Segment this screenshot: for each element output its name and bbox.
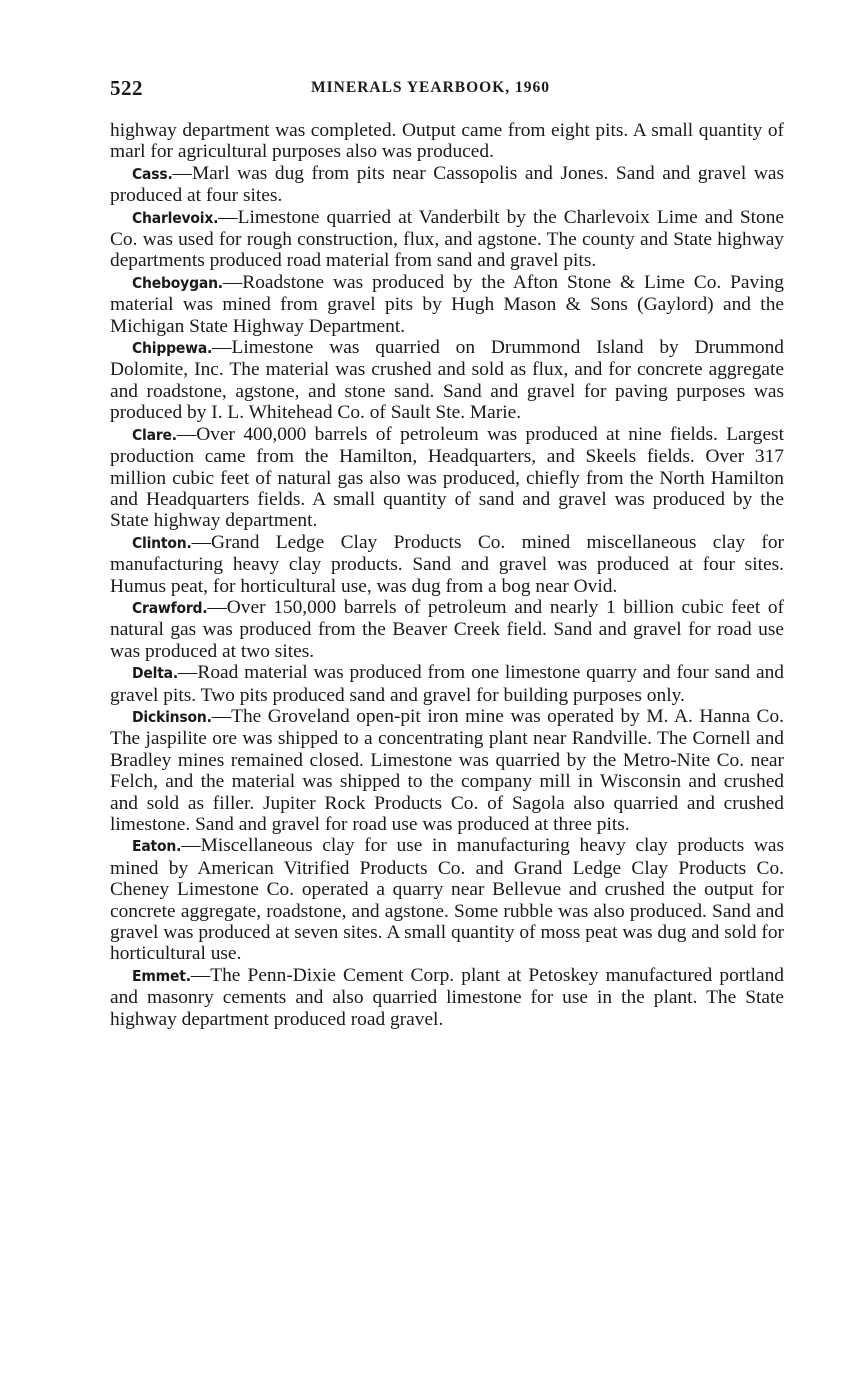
paragraph-eaton	[110, 835, 784, 964]
paragraph-emmet	[110, 965, 784, 1030]
page-number: 522	[110, 76, 143, 100]
paragraph-text: —Limestone quarried at Vanderbilt by the Charlevoix Lime and Stone Co. was used for rough construction, flux, and agstone. The county and State highway departments produced road material from sand and gravel pits.	[110, 206, 784, 272]
paragraph-text: —The Penn-Dixie Cement Corp. plant at Petoskey manufactured portland and masonry cements and also quarried limestone for use in the plant. The State highway department produced road gravel.	[110, 964, 784, 1030]
paragraph-text: —Over 400,000 barrels of petroleum was produced at nine fields. Largest production came from the Hamilton, Headquarters, and Skeels fields. Over 317 million cubic feet of natural gas also was produced, chiefly from the North Hamilton and Headquarters fields. A small quantity of sand and gravel was produced by the State highway department.	[110, 423, 784, 532]
county-heading: Dickinson.	[132, 707, 212, 726]
paragraph-cass	[110, 163, 784, 207]
county-heading: Charlevoix.	[132, 208, 219, 227]
paragraph-text: highway department was completed. Output came from eight pits. A small quantity of marl for agricultural purposes also was produced.	[110, 120, 784, 163]
paragraph-crawford	[110, 597, 784, 662]
paragraph-charlevoix	[110, 207, 784, 272]
county-heading: Emmet.	[132, 966, 191, 985]
paragraph-text: —Grand Ledge Clay Products Co. mined miscellaneous clay for manufacturing heavy clay products. Sand and gravel was produced at four sites. Humus peat, for horticultural use, was dug from a bog near Ovid.	[110, 531, 784, 597]
county-heading: Clinton.	[132, 533, 192, 552]
paragraph-clare	[110, 424, 784, 532]
paragraph-clinton	[110, 532, 784, 597]
body-text	[110, 120, 784, 1030]
paragraph-chippewa	[110, 337, 784, 424]
running-head-title: MINERALS YEARBOOK, 1960	[311, 79, 551, 96]
county-heading: Cheboygan.	[132, 273, 223, 292]
book-page	[110, 76, 784, 1030]
paragraph-cheboygan	[110, 272, 784, 337]
paragraph-delta	[110, 662, 784, 706]
county-heading: Chippewa.	[132, 339, 213, 358]
county-heading: Clare.	[132, 425, 177, 444]
paragraph-text: —Limestone was quarried on Drummond Island by Drummond Dolomite, Inc. The material was crushed and sold as flux, and for concrete aggregate and roadstone, agstone, and stone sand. Sand and gravel for paving purposes was produced by I. L. Whitehead Co. of Sault Ste. Marie.	[110, 337, 784, 424]
running-head	[110, 76, 784, 104]
paragraph-text: —Over 150,000 barrels of petroleum and nearly 1 billion cubic feet of natural gas was produced from the Beaver Creek field. Sand and gravel for road use was produced at two sites.	[110, 596, 784, 662]
county-heading: Eaton.	[132, 837, 182, 856]
paragraph-text: —Roadstone was produced by the Afton Stone & Lime Co. Paving material was mined from gravel pits by Hugh Mason & Sons (Gaylord) and the Michigan State Highway Department.	[110, 271, 784, 337]
paragraph-text: —The Groveland open-pit iron mine was operated by M. A. Hanna Co. The jaspilite ore was shipped to a concentrating plant near Randville. The Cornell and Bradley mines remained closed. Limestone was quarried by the Metro-Nite Co. near Felch, and the material was shipped to the company mill in Wisconsin and crushed and sold as filler. Jupiter Rock Products Co. of Sagola also quarried and crushed limestone. Sand and gravel for road use was produced at three pits.	[110, 705, 784, 835]
paragraph-text: —Marl was dug from pits near Cassopolis and Jones. Sand and gravel was produced at four sites.	[110, 162, 784, 207]
paragraph-continuation	[110, 120, 784, 163]
county-heading: Cass.	[132, 164, 173, 183]
county-heading: Delta.	[132, 664, 178, 683]
paragraph-text: —Miscellaneous clay for use in manufacturing heavy clay products was mined by American Vitrified Products Co. and Grand Ledge Clay Products Co. Cheney Limestone Co. operated a quarry near Bellevue and crushed the output for concrete aggregate, roadstone, and agstone. Some rubble was also produced. Sand and gravel was produced at seven sites. A small quantity of moss peat was dug and sold for horticultural use.	[110, 835, 784, 965]
county-heading: Crawford.	[132, 598, 208, 617]
paragraph-dickinson	[110, 706, 784, 835]
paragraph-text: —Road material was produced from one limestone quarry and four sand and gravel pits. Two pits produced sand and gravel for building purposes only.	[110, 662, 784, 706]
